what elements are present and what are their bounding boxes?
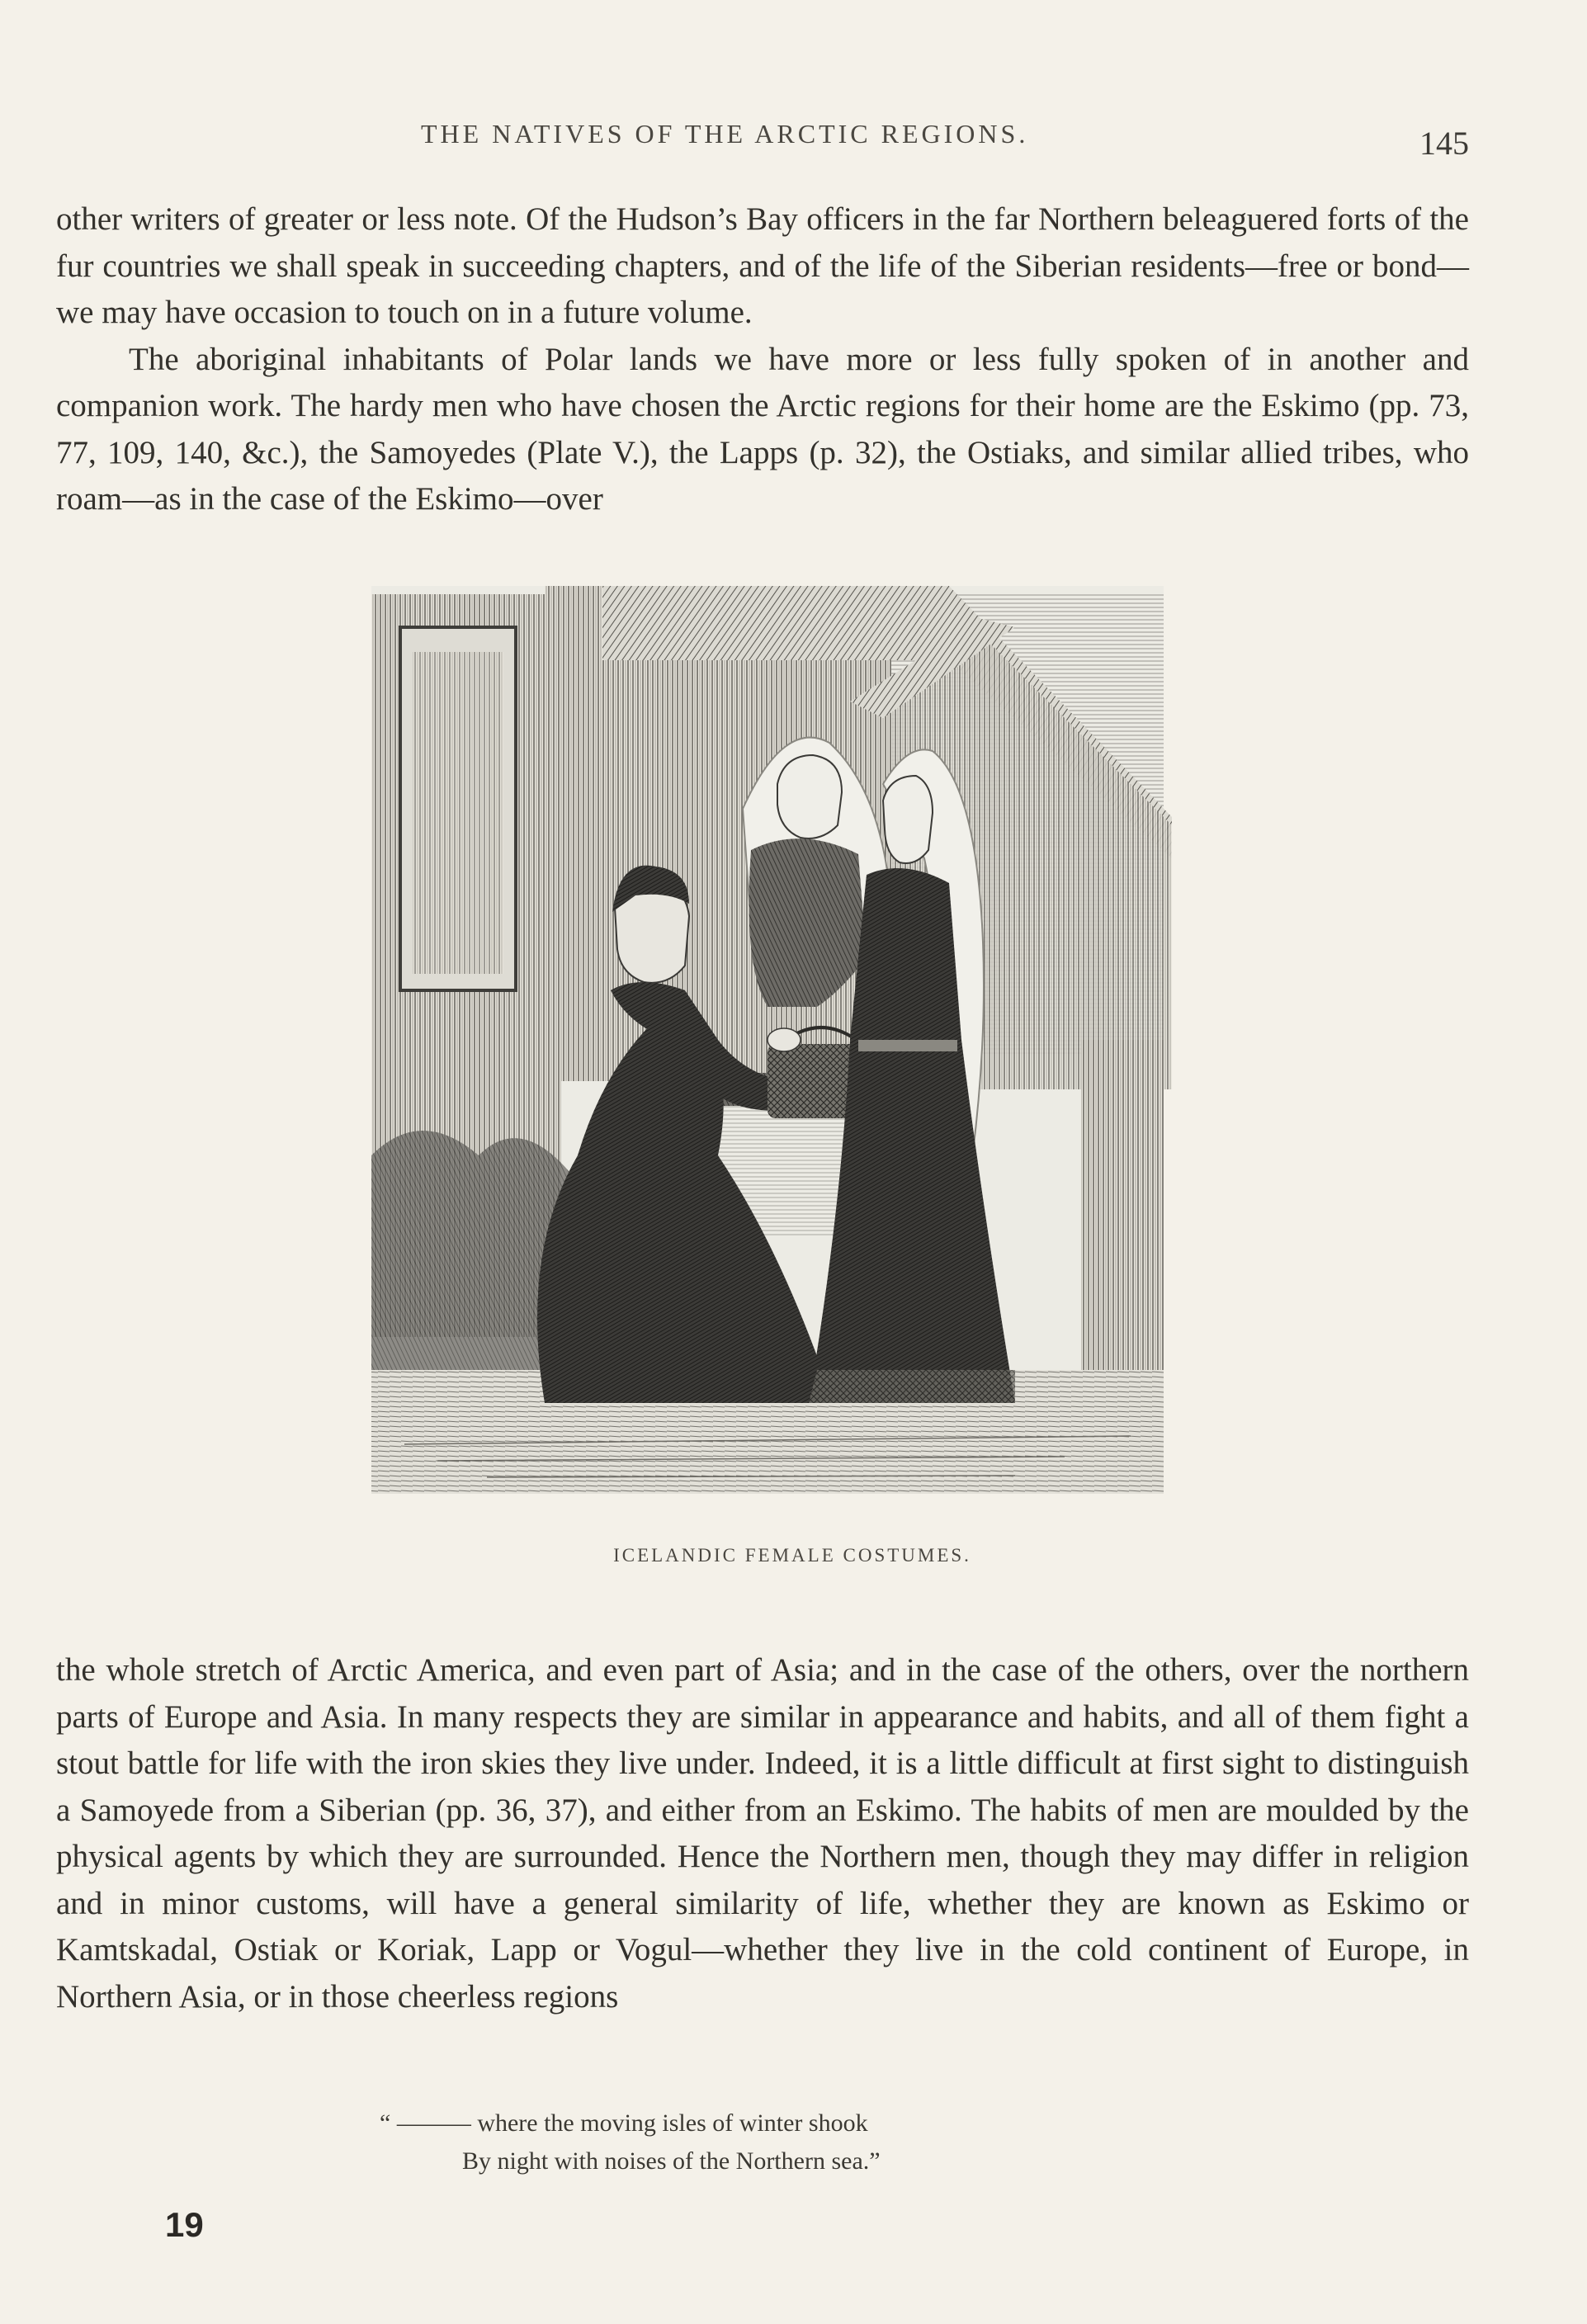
page-number: 145	[1419, 125, 1469, 162]
engraving-image	[355, 578, 1180, 1535]
verse-quotation	[380, 2104, 1122, 2180]
text-block-top	[56, 196, 1469, 523]
quote-line: “ ——— where the moving isles of winter shook	[380, 2109, 868, 2137]
text-block-bottom	[56, 1647, 1469, 2020]
paragraph: The aboriginal inhabitants of Polar lands we have more or less fully spoken of in another and companion work. The hardy men who have chosen the Arctic regions for their home are the Eskimo (pp. 73, 77, 109, 140, &c.), the Samoyedes (Plate V.), the Lapps (p. 32), the Ostiaks, and similar allied tribes, who roam—as in the case of the Eskimo—over	[56, 341, 1469, 517]
figure-caption: ICELANDIC FEMALE COSTUMES.	[613, 1545, 971, 1566]
engraving-illustration	[355, 578, 1180, 1535]
signature-mark: 19	[165, 2205, 204, 2244]
quote-line: By night with noises of the Northern sea.”	[462, 2147, 881, 2175]
running-title: THE NATIVES OF THE ARCTIC REGIONS.	[421, 119, 1029, 149]
paragraph: the whole stretch of Arctic America, and even part of Asia; and in the case of the others, over the northern parts of Europe and Asia. In many respects they are similar in appearance and habits, and all of them fight a stout battle for life with the iron skies they live under. Indeed, it is a little difficult at first sight to distinguish a Samoyede from a Siberian (pp. 36, 37), and either from an Eskimo. The habits of men are moulded by the physical agents by which they are surrounded. Hence the Northern men, though they may differ in religion and in minor customs, will have a general similarity of life, whether they are known as Eskimo or Kamtskadal, Ostiak or Koriak, Lapp or Vogul—whether they live in the cold continent of Europe, in Northern Asia, or in those cheerless regions	[56, 1652, 1469, 2015]
running-head	[58, 112, 1469, 162]
paragraph: other writers of greater or less note. Of the Hudson’s Bay officers in the far Northern beleaguered forts of the fur countries we shall speak in succeeding chapters, and of the life of the Siberian residents—free or bond—we may have occasion to touch on in a future volume.	[56, 201, 1469, 330]
